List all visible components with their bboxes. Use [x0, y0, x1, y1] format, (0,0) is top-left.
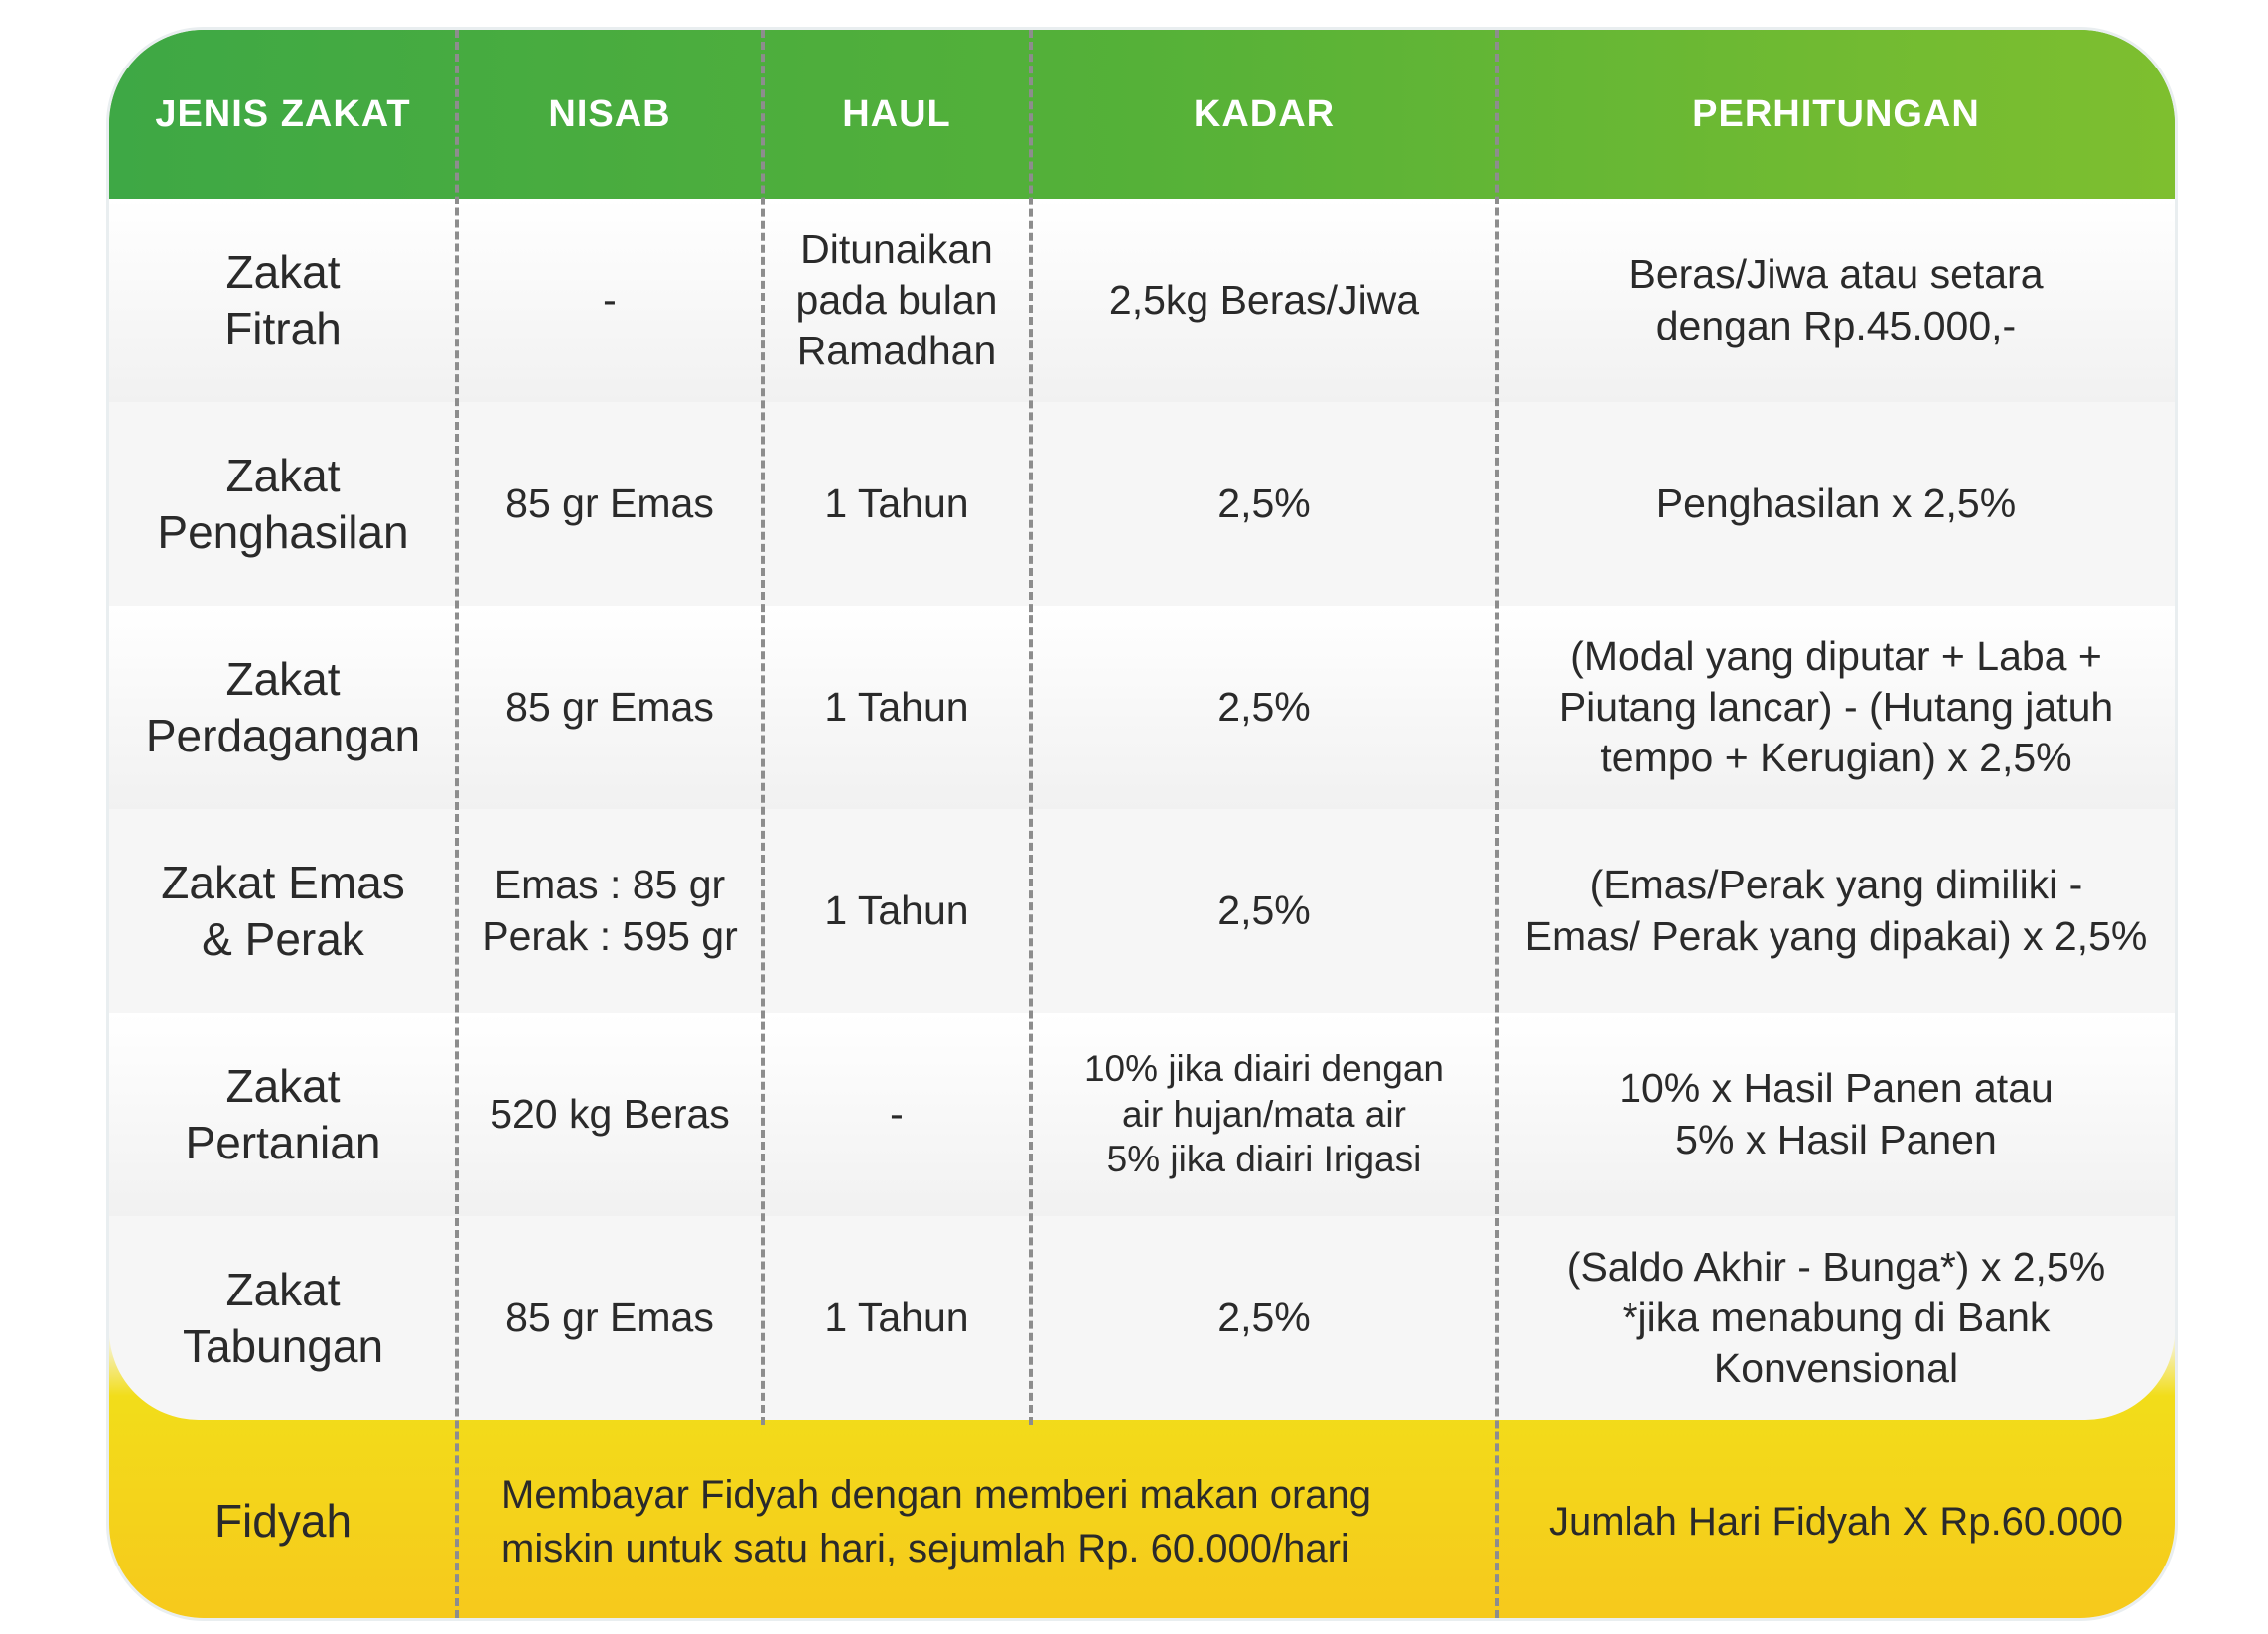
cell-line: 1 Tahun	[824, 683, 969, 730]
column-divider	[761, 30, 765, 1425]
fidyah-description	[501, 1425, 1494, 1618]
table-row	[109, 1013, 2175, 1216]
cell-line: (Saldo Akhir - Bunga*) x 2,5%	[1566, 1243, 2106, 1290]
cell-line: Penghasilan x 2,5%	[1655, 479, 2017, 526]
cell-line: 2,5%	[1217, 1294, 1311, 1340]
table-header	[109, 30, 2175, 199]
table-row	[109, 606, 2175, 809]
header-haul: HAUL	[842, 92, 951, 135]
table-row	[109, 199, 2175, 402]
cell-kadar	[1031, 606, 1497, 809]
cell-line: Ditunaikan	[800, 225, 993, 272]
cell-line: 85 gr Emas	[505, 479, 714, 526]
cell-line: 520 kg Beras	[490, 1090, 730, 1137]
cell-kadar	[1031, 1216, 1497, 1420]
fidyah-description-line: Membayar Fidyah dengan memberi makan orang	[501, 1472, 1371, 1517]
fidyah-label: Fidyah	[213, 1494, 353, 1547]
cell-line: (Emas/Perak yang dimiliki -	[1589, 862, 2083, 908]
cell-perhitungan	[1497, 606, 2175, 809]
header-perhitungan: PERHITUNGAN	[1692, 92, 1980, 135]
cell-line: dengan Rp.45.000,-	[1655, 302, 2017, 348]
cell-line: 10% x Hasil Panen atau	[1619, 1065, 2054, 1112]
fidyah-description-line: miskin untuk satu hari, sejumlah Rp. 60.000/hari	[501, 1526, 1349, 1570]
cell-jenis	[109, 606, 457, 809]
cell-line: 85 gr Emas	[505, 683, 714, 730]
cell-haul	[763, 1013, 1031, 1216]
cell-line: pada bulan	[795, 276, 998, 323]
cell-line: *jika menabung di Bank	[1622, 1294, 2051, 1340]
cell-jenis	[109, 402, 457, 606]
column-divider	[455, 30, 459, 1618]
cell-line: Zakat	[225, 450, 341, 502]
cell-line: 1 Tahun	[824, 886, 969, 933]
cell-line: 2,5%	[1217, 886, 1311, 933]
cell-line: Ramadhan	[796, 328, 997, 374]
header-nisab: NISAB	[548, 92, 671, 135]
header-kadar: KADAR	[1193, 92, 1336, 135]
cell-haul	[763, 809, 1031, 1013]
cell-line: 85 gr Emas	[505, 1294, 714, 1340]
cell-nisab	[457, 606, 763, 809]
cell-nisab	[457, 1013, 763, 1216]
cell-kadar	[1031, 1013, 1497, 1216]
fidyah-row	[109, 1425, 2175, 1618]
cell-perhitungan	[1497, 1013, 2175, 1216]
cell-line: 5% jika diairi Irigasi	[1106, 1139, 1422, 1180]
cell-kadar	[1031, 199, 1497, 402]
cell-line: Perak : 595 gr	[482, 912, 738, 959]
cell-line: (Modal yang diputar + Laba +	[1570, 632, 2102, 679]
cell-line: -	[890, 1090, 904, 1137]
cell-line: 1 Tahun	[824, 479, 969, 526]
cell-line: Pertanian	[185, 1116, 381, 1168]
cell-perhitungan	[1497, 402, 2175, 606]
column-divider	[1029, 30, 1033, 1425]
header-jenis-zakat: JENIS ZAKAT	[155, 92, 411, 135]
cell-line: Beras/Jiwa atau setara	[1629, 251, 2044, 298]
cell-line: Piutang lancar) - (Hutang jatuh	[1558, 683, 2114, 730]
cell-line: 2,5%	[1217, 479, 1311, 526]
cell-line: Emas/ Perak yang dipakai) x 2,5%	[1524, 912, 2148, 959]
cell-jenis	[109, 199, 457, 402]
cell-perhitungan	[1497, 199, 2175, 402]
cell-jenis	[109, 809, 457, 1013]
cell-line: -	[603, 276, 617, 323]
cell-kadar	[1031, 809, 1497, 1013]
cell-line: Emas : 85 gr	[494, 862, 726, 908]
cell-jenis	[109, 1216, 457, 1420]
zakat-table	[109, 30, 2175, 1618]
cell-perhitungan	[1497, 809, 2175, 1013]
column-divider	[1495, 30, 1499, 1618]
cell-line: Zakat Emas	[161, 857, 405, 909]
cell-kadar	[1031, 402, 1497, 606]
cell-haul	[763, 402, 1031, 606]
table-row	[109, 809, 2175, 1013]
cell-line: Tabungan	[182, 1319, 384, 1372]
cell-line: Zakat	[225, 1060, 341, 1113]
cell-nisab	[457, 402, 763, 606]
cell-perhitungan	[1497, 1216, 2175, 1420]
cell-line: Zakat	[225, 653, 341, 706]
cell-nisab	[457, 1216, 763, 1420]
cell-line: Penghasilan	[157, 505, 409, 558]
cell-line: Konvensional	[1713, 1345, 1959, 1392]
cell-nisab	[457, 809, 763, 1013]
cell-line: 2,5kg Beras/Jiwa	[1108, 276, 1420, 323]
cell-jenis	[109, 1013, 457, 1216]
table-row	[109, 1216, 2175, 1420]
cell-line: 10% jika diairi dengan	[1083, 1048, 1444, 1090]
cell-line: 2,5%	[1217, 683, 1311, 730]
cell-line: Zakat	[225, 246, 341, 299]
cell-nisab	[457, 199, 763, 402]
cell-line: 1 Tahun	[824, 1294, 969, 1340]
cell-line: Zakat	[225, 1264, 341, 1316]
cell-line: tempo + Kerugian) x 2,5%	[1600, 735, 2072, 781]
cell-haul	[763, 199, 1031, 402]
cell-line: Perdagangan	[145, 709, 421, 761]
cell-line: air hujan/mata air	[1122, 1093, 1406, 1135]
cell-line: & Perak	[202, 912, 364, 965]
cell-line: Fitrah	[224, 302, 342, 354]
table-row	[109, 402, 2175, 606]
cell-haul	[763, 1216, 1031, 1420]
cell-haul	[763, 606, 1031, 809]
fidyah-calculation: Jumlah Hari Fidyah X Rp.60.000	[1548, 1499, 2124, 1544]
cell-line: 5% x Hasil Panen	[1675, 1116, 1997, 1162]
